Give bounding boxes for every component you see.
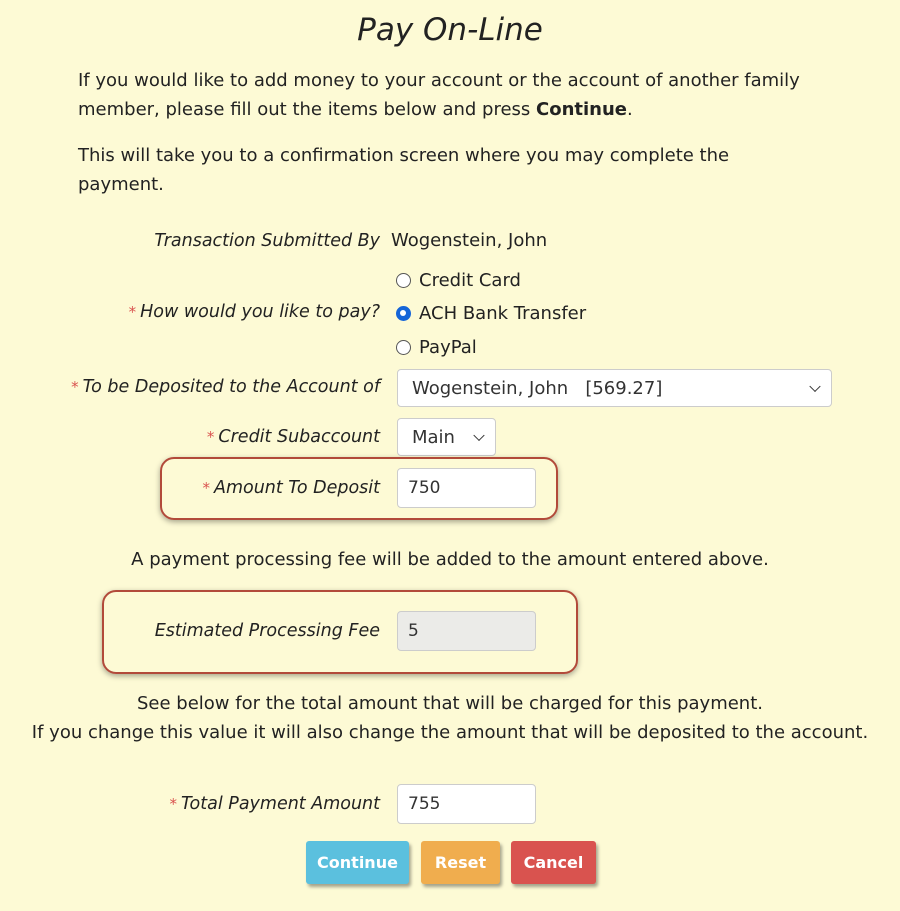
radio-button[interactable] (396, 273, 411, 288)
subaccount-label-text: Credit Subaccount (218, 427, 380, 447)
required-marker: * (202, 479, 210, 497)
radio-option-ach[interactable] (396, 303, 586, 324)
radio-button[interactable] (396, 340, 411, 355)
fee-input: 5 (397, 611, 536, 651)
radio-label: Credit Card (419, 270, 521, 291)
required-marker: * (169, 795, 178, 813)
chevron-down-icon (809, 381, 820, 392)
subaccount-select[interactable] (397, 418, 496, 456)
required-marker: * (71, 378, 79, 396)
intro-text-end: . (627, 99, 633, 120)
radio-label: ACH Bank Transfer (419, 303, 587, 324)
cancel-button[interactable]: Cancel (511, 841, 596, 884)
account-label (71, 377, 380, 397)
intro-paragraph-1 (78, 66, 838, 124)
intro-bold-continue: Continue (536, 99, 628, 120)
total-label (170, 794, 380, 814)
total-note-1: See below for the total amount that will be charged for this payment. (137, 693, 763, 714)
total-input[interactable]: 755 (397, 784, 536, 824)
chevron-down-icon (473, 430, 484, 441)
intro-paragraph-2: This will take you to a confirmation screen where you may complete the payment. (78, 145, 730, 195)
account-select-value: Wogenstein, John [569.27] (412, 377, 663, 399)
amount-label-text: Amount To Deposit (213, 478, 380, 498)
amount-input[interactable]: 750 (397, 468, 536, 508)
pay-method-label-text: How would you like to pay? (140, 302, 380, 322)
radio-button-selected[interactable] (396, 306, 411, 321)
required-marker: * (128, 303, 137, 321)
continue-button[interactable]: Continue (306, 841, 409, 884)
required-marker: * (206, 428, 215, 446)
radio-label: PayPal (419, 337, 477, 358)
total-label-text: Total Payment Amount (181, 794, 380, 814)
intro-text: If you would like to add money to your account or the account of another family member, please fill out the items below and press (78, 70, 800, 120)
reset-button[interactable]: Reset (421, 841, 500, 884)
fee-label: Estimated Processing Fee (154, 621, 380, 641)
total-note-2: If you change this value it will also change the amount that will be deposited to the account. (31, 722, 869, 743)
subaccount-select-value: Main (412, 426, 455, 448)
page-title: Pay On-Line (357, 12, 543, 48)
fee-note: A payment processing fee will be added to the amount entered above. (131, 549, 769, 570)
radio-option-paypal[interactable] (396, 337, 477, 358)
account-label-text: To be Deposited to the Account of (82, 377, 380, 397)
pay-method-label (129, 302, 380, 322)
amount-label (202, 478, 380, 498)
subaccount-label (207, 427, 380, 447)
account-select[interactable] (397, 369, 832, 407)
radio-option-credit-card[interactable] (396, 270, 521, 291)
submitted-by-label: Transaction Submitted By (154, 231, 380, 251)
submitted-by-value: Wogenstein, John (391, 230, 548, 251)
